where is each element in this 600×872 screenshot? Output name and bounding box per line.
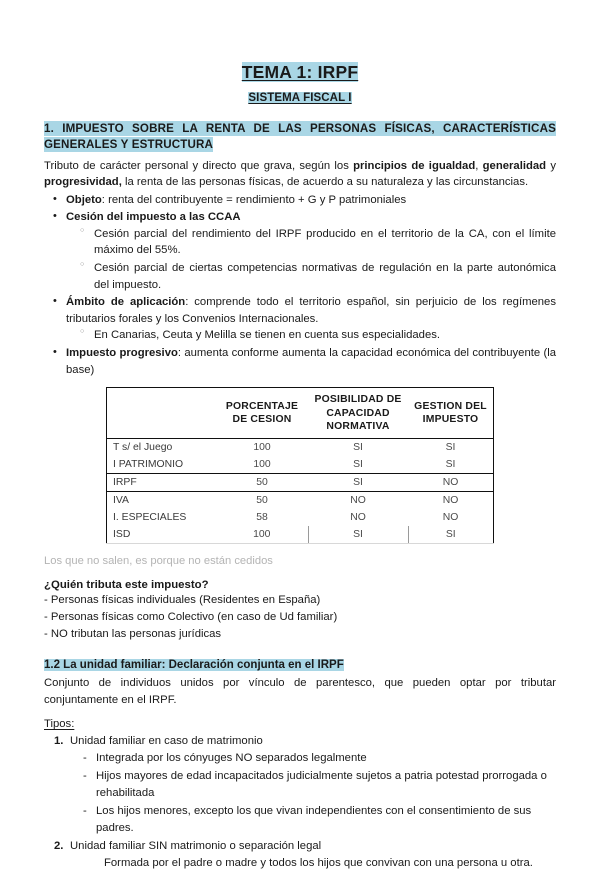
list-item: ○ En Canarias, Ceuta y Melilla se tienen en cuenta sus especialidades.: [94, 327, 556, 344]
cell-porcentaje: 50: [216, 491, 308, 509]
table-row: [107, 509, 494, 526]
cell-porcentaje: 100: [253, 458, 271, 470]
bullet-text: aumenta conforme aumenta la capacidad económica del contribuyente (la base): [66, 347, 557, 376]
bullet-separator: :: [185, 296, 195, 309]
cesion-table-container: [44, 387, 556, 544]
question-line: - Personas físicas individuales (Residentes en España): [44, 593, 321, 606]
bullet-separator: :: [177, 347, 185, 359]
bullet-separator: :: [101, 193, 109, 206]
list-item: [66, 294, 556, 344]
section-1-2-heading-text: 1.2 La unidad familiar: Declaración conjunta en el IRPF: [44, 658, 344, 671]
column-header-porcentaje: PORCENTAJE DE CESION: [216, 388, 308, 439]
cell-concepto: ISD: [107, 526, 217, 544]
section-1-intro-paragraph: [44, 158, 556, 191]
question-line: - Personas físicas como Colectivo (en caso de Ud familiar): [44, 610, 338, 623]
cell-porcentaje: 100: [216, 526, 308, 544]
cell-normativa: SI: [308, 473, 408, 491]
list-item: [66, 345, 556, 378]
bullet-text: renta del contribuyente = rendimiento + G y P patrimoniales: [108, 193, 407, 206]
section-1-heading: [44, 121, 556, 154]
table-body: [107, 438, 494, 543]
list-item: [70, 733, 556, 837]
page-subtitle-text: SISTEMA FISCAL I: [248, 92, 352, 104]
table-row: [107, 438, 494, 456]
cell-gestion: NO: [408, 473, 494, 491]
cell-concepto: IVA: [107, 491, 217, 509]
cell-gestion: NO: [442, 511, 459, 523]
table-row: [107, 473, 494, 491]
bullet-label: Objeto: [66, 193, 102, 206]
tipo-description: Formada por el padre o madre y todos los hijos que convivan con una persona u otra.: [104, 856, 533, 869]
cell-concepto: I. ESPECIALES: [113, 511, 187, 523]
bullet-label: Impuesto progresivo: [66, 347, 178, 359]
cell-concepto: IRPF: [107, 473, 217, 491]
cell-porcentaje: 58: [256, 511, 268, 523]
cell-gestion: SI: [408, 526, 494, 544]
bullet-label: Ámbito de aplicación: [66, 296, 186, 309]
bullet-label: Cesión del impuesto a las CCAA: [66, 211, 241, 224]
intro-part-4: la renta de las personas físicas, de acuerdo a su naturaleza y las circunstancias.: [121, 176, 529, 189]
intro-part-3: y: [546, 159, 556, 172]
cell-normativa: NO: [308, 491, 408, 509]
cell-porcentaje: 100: [253, 441, 271, 453]
intro-bold-2: generalidad: [482, 159, 547, 172]
list-item: - Los hijos menores, excepto los que vivan independientes con el consentimiento de sus padres.: [96, 803, 556, 837]
section-1-heading-text: 1. IMPUESTO SOBRE LA RENTA DE LAS PERSONAS FÍSICAS, CARACTERÍSTICAS GENERALES Y ESTRUCTURA: [44, 122, 556, 152]
table-row: [107, 491, 494, 509]
tipo-title: Unidad familiar en caso de matrimonio: [70, 735, 263, 748]
section-1-2-intro: Conjunto de individuos unidos por vínculo de parentesco, que pueden optar por tributar conjuntamente en el IRPF.: [44, 677, 556, 706]
page-title-text: TEMA 1: IRPF: [241, 62, 359, 82]
bullet-text: comprende todo el territorio español, sin perjuicio de los regímenes tributarios forales y los Convenios Internacionales.: [66, 296, 556, 325]
table-note: Los que no salen, es porque no están cedidos: [44, 554, 273, 567]
table-header-row: [107, 388, 494, 439]
column-header-normativa: POSIBILIDAD DE CAPACIDAD NORMATIVA: [308, 388, 408, 439]
column-header-concepto: [107, 388, 217, 439]
list-item: ○ Cesión parcial del rendimiento del IRPF producido en el territorio de la CA, con el límite máximo del 55%.: [94, 226, 556, 259]
cesion-table: [106, 387, 494, 544]
intro-part-2: ,: [475, 159, 483, 172]
list-item: [70, 838, 556, 872]
cell-gestion: SI: [445, 458, 456, 470]
list-item: - Integrada por los cónyuges NO separados legalmente: [96, 750, 556, 767]
intro-bold-3: progresividad,: [44, 176, 122, 189]
list-item: [66, 192, 556, 209]
cell-concepto: T s/ el Juego: [113, 441, 173, 453]
question-heading: ¿Quién tributa este impuesto?: [44, 578, 209, 591]
page-title: [44, 62, 556, 83]
question-line: - NO tributan las personas jurídicas: [44, 627, 222, 640]
intro-part-1: Tributo de carácter personal y directo que grava, según los: [44, 159, 354, 172]
cell-normativa: SI: [308, 526, 408, 544]
cell-normativa: NO: [350, 511, 366, 523]
table-header: [107, 388, 494, 439]
page-subtitle: [44, 92, 556, 104]
cell-gestion: NO: [408, 491, 494, 509]
tipo-sub-list: [70, 750, 556, 837]
table-row: [107, 456, 494, 474]
tipo-title: Unidad familiar SIN matrimonio o separación legal: [70, 839, 322, 852]
tipos-label: Tipos:: [44, 718, 75, 731]
sub-bullet-list: [66, 327, 556, 344]
cell-normativa: SI: [353, 441, 363, 453]
intro-bold-1: principios de igualdad: [353, 159, 476, 172]
tipos-list: [44, 733, 556, 872]
cell-porcentaje: 50: [216, 473, 308, 491]
column-header-gestion: GESTION DEL IMPUESTO: [408, 388, 494, 439]
cell-gestion: SI: [445, 441, 456, 453]
sub-bullet-list: [66, 226, 556, 293]
list-item: ○ Cesión parcial de ciertas competencias normativas de regulación en la parte autonómica del impuesto.: [94, 260, 556, 293]
cell-concepto: I PATRIMONIO: [113, 458, 184, 470]
table-row: [107, 526, 494, 544]
section-1-2-heading: [44, 657, 556, 674]
cell-normativa: SI: [353, 458, 363, 470]
section-1-bullet-list: [44, 192, 556, 379]
list-item: [66, 209, 556, 293]
list-item: - Hijos mayores de edad incapacitados judicialmente sujetos a patria potestad prorrogada o rehabilitada: [96, 768, 556, 802]
